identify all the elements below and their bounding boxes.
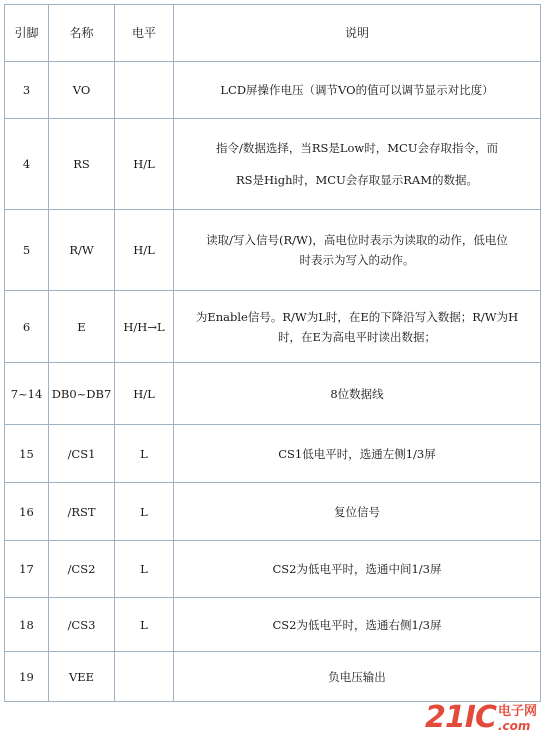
cell-name: DB0~DB7 [49, 363, 115, 425]
description-line: 为Enable信号。R/W为L时，在E的下降沿写入数据；R/W为H [195, 309, 519, 324]
table-row [5, 483, 541, 541]
description-line: 时，在E为高电平时读出数据； [278, 329, 436, 344]
cell-description [174, 62, 541, 119]
cell-pin: 17 [5, 541, 49, 598]
description-line: 指令/数据选择，当RS是Low时，MCU会存取指令，而 [215, 141, 499, 155]
cell-name: VO [49, 62, 115, 119]
cell-name: RS [49, 119, 115, 210]
cell-pin: 5 [5, 210, 49, 291]
cell-description [174, 291, 541, 363]
cell-pin: 16 [5, 483, 49, 541]
description-line: 读取/写入信号(R/W)，高电位时表示为读取的动作，低电位 [206, 233, 508, 247]
site-watermark-logo [425, 700, 537, 735]
table-row [5, 62, 541, 119]
cell-level [115, 62, 174, 119]
table-row [5, 210, 541, 291]
cell-name: E [49, 291, 115, 363]
description-line: LCD屏操作电压（调节VO的值可以调节显示对比度） [220, 83, 494, 97]
cell-level: L [115, 483, 174, 541]
pin-table [4, 4, 541, 702]
cell-pin: 4 [5, 119, 49, 210]
table-row [5, 119, 541, 210]
cell-pin: 19 [5, 652, 49, 702]
cell-level: L [115, 541, 174, 598]
cell-level: H/L [115, 119, 174, 210]
cell-pin: 3 [5, 62, 49, 119]
cell-name: R/W [49, 210, 115, 291]
cell-pin: 7~14 [5, 363, 49, 425]
table-row [5, 425, 541, 483]
cell-description [174, 598, 541, 652]
cell-pin: 18 [5, 598, 49, 652]
table-row [5, 598, 541, 652]
description-line: CS1低电平时，选通左侧1/3屏 [278, 446, 436, 461]
table-row [5, 652, 541, 702]
cell-name: /CS1 [49, 425, 115, 483]
table-row [5, 363, 541, 425]
cell-level: H/L [115, 363, 174, 425]
cell-pin: 15 [5, 425, 49, 483]
description-line: 负电压输出 [328, 669, 386, 684]
header-pin: 引脚 [5, 5, 49, 62]
header-level: 电平 [115, 5, 174, 62]
cell-description [174, 363, 541, 425]
header-name: 名称 [49, 5, 115, 62]
cell-level [115, 652, 174, 702]
cell-pin: 6 [5, 291, 49, 363]
cell-name: /RST [49, 483, 115, 541]
cell-description [174, 541, 541, 598]
description-line: RS是High时，MCU会存取显示RAM的数据。 [235, 173, 478, 187]
cell-level: L [115, 598, 174, 652]
description-line: 8位数据线 [330, 386, 384, 401]
watermark-text [498, 705, 537, 733]
cell-level: L [115, 425, 174, 483]
watermark-url: .com [497, 719, 531, 733]
cell-name: VEE [49, 652, 115, 702]
description-line: CS2为低电平时，选通中间1/3屏 [272, 562, 442, 576]
table-header-row [5, 5, 541, 62]
cell-description [174, 210, 541, 291]
description-line: 复位信号 [334, 504, 380, 519]
description-line: CS2为低电平时，选通右侧1/3屏 [272, 617, 442, 632]
cell-level: H/L [115, 210, 174, 291]
table-row [5, 541, 541, 598]
cell-level: H/H→L [115, 291, 174, 363]
cell-description [174, 119, 541, 210]
description-line: 时表示为写入的动作。 [299, 253, 415, 267]
cell-description [174, 425, 541, 483]
cell-name: /CS2 [49, 541, 115, 598]
watermark-cn: 电子网 [497, 704, 537, 719]
table-row [5, 291, 541, 363]
watermark-number: 21IC [425, 700, 496, 735]
cell-name: /CS3 [49, 598, 115, 652]
header-description: 说明 [174, 5, 541, 62]
cell-description [174, 652, 541, 702]
cell-description [174, 483, 541, 541]
